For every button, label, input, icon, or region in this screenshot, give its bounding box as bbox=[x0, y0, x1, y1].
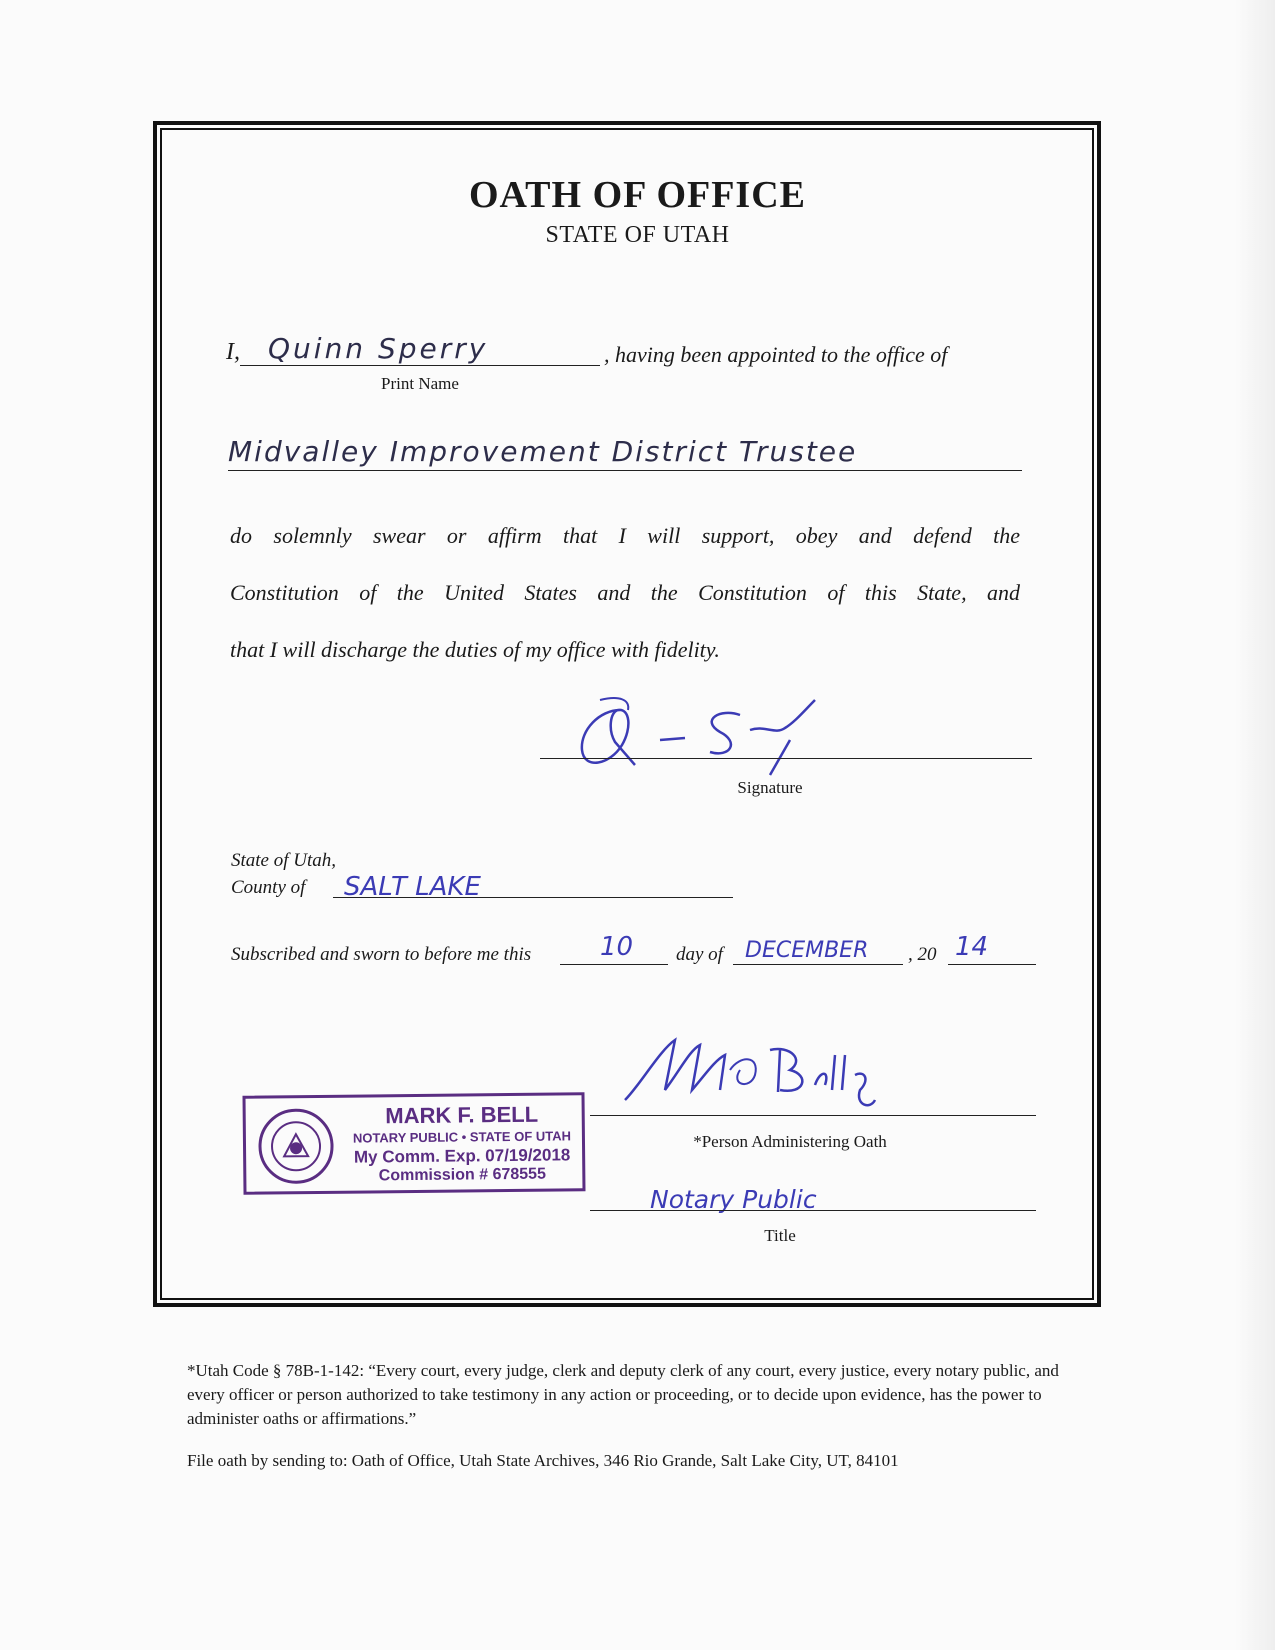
handwritten-month: DECEMBER bbox=[745, 938, 869, 963]
page-subtitle: STATE OF UTAH bbox=[545, 222, 730, 248]
filing-note: File oath by sending to: Oath of Office, Utah State Archives, 346 Rio Grande, Salt Lake City, UT, 84101 bbox=[187, 1451, 899, 1470]
year-line bbox=[948, 964, 1036, 965]
state-seal-icon bbox=[256, 1106, 337, 1187]
print-name-label: Print Name bbox=[381, 374, 459, 393]
handwritten-office: Midvalley Improvement District Trustee bbox=[228, 435, 858, 468]
day-line bbox=[560, 964, 668, 965]
title-label: Title bbox=[764, 1226, 796, 1245]
year-prefix: , 20 bbox=[908, 944, 937, 965]
signature-label: Signature bbox=[737, 778, 803, 797]
subscribed-label: Subscribed and sworn to before me this bbox=[231, 944, 532, 965]
oath-taker-signature bbox=[560, 680, 860, 780]
oath-text-line-2: Constitution of the United States and the Constitution of this State, and bbox=[230, 580, 1020, 605]
stamp-line-3: Commission # 678555 bbox=[378, 1165, 547, 1185]
oath-suffix: , having been appointed to the office of bbox=[604, 342, 948, 367]
oath-text-line-3: that I will discharge the duties of my office with fidelity. bbox=[230, 637, 720, 662]
page-title: OATH OF OFFICE bbox=[469, 174, 806, 216]
handwritten-county: SALT LAKE bbox=[344, 872, 481, 902]
notary-stamp bbox=[242, 1092, 585, 1195]
handwritten-title: Notary Public bbox=[650, 1185, 817, 1214]
oath-prefix: I, bbox=[226, 339, 240, 365]
day-of-label: day of bbox=[676, 944, 723, 965]
county-label: County of bbox=[231, 877, 306, 898]
stamp-line-1: NOTARY PUBLIC • STATE OF UTAH bbox=[352, 1128, 572, 1146]
title-line bbox=[590, 1210, 1036, 1211]
handwritten-day: 10 bbox=[600, 932, 634, 962]
office-line bbox=[228, 470, 1022, 471]
handwritten-year: 14 bbox=[955, 932, 989, 962]
stamp-line-2: My Comm. Exp. 07/19/2018 bbox=[353, 1145, 571, 1167]
oath-suffix-text: having been appointed to the office of bbox=[615, 342, 948, 367]
administering-label: *Person Administering Oath bbox=[693, 1132, 887, 1151]
state-label: State of Utah, bbox=[231, 850, 337, 871]
oath-text-line-1: do solemnly swear or affirm that I will support, obey and defend the bbox=[230, 523, 1020, 548]
name-line bbox=[240, 365, 600, 366]
administering-line bbox=[590, 1115, 1036, 1116]
notary-signature bbox=[620, 1030, 910, 1120]
stamp-name: MARK F. BELL bbox=[385, 1101, 539, 1129]
signature-line bbox=[540, 758, 1032, 759]
utah-code-note: *Utah Code § 78B-1-142: “Every court, every judge, clerk and deputy clerk of any court, every justice, every notary public, and every officer or person authorized to take testimony in any action or proceeding, or to decide upon evidence, has the power to administer oaths or affirmations.” bbox=[187, 1361, 1059, 1428]
handwritten-name: Quinn Sperry bbox=[268, 332, 489, 365]
month-line bbox=[733, 964, 903, 965]
